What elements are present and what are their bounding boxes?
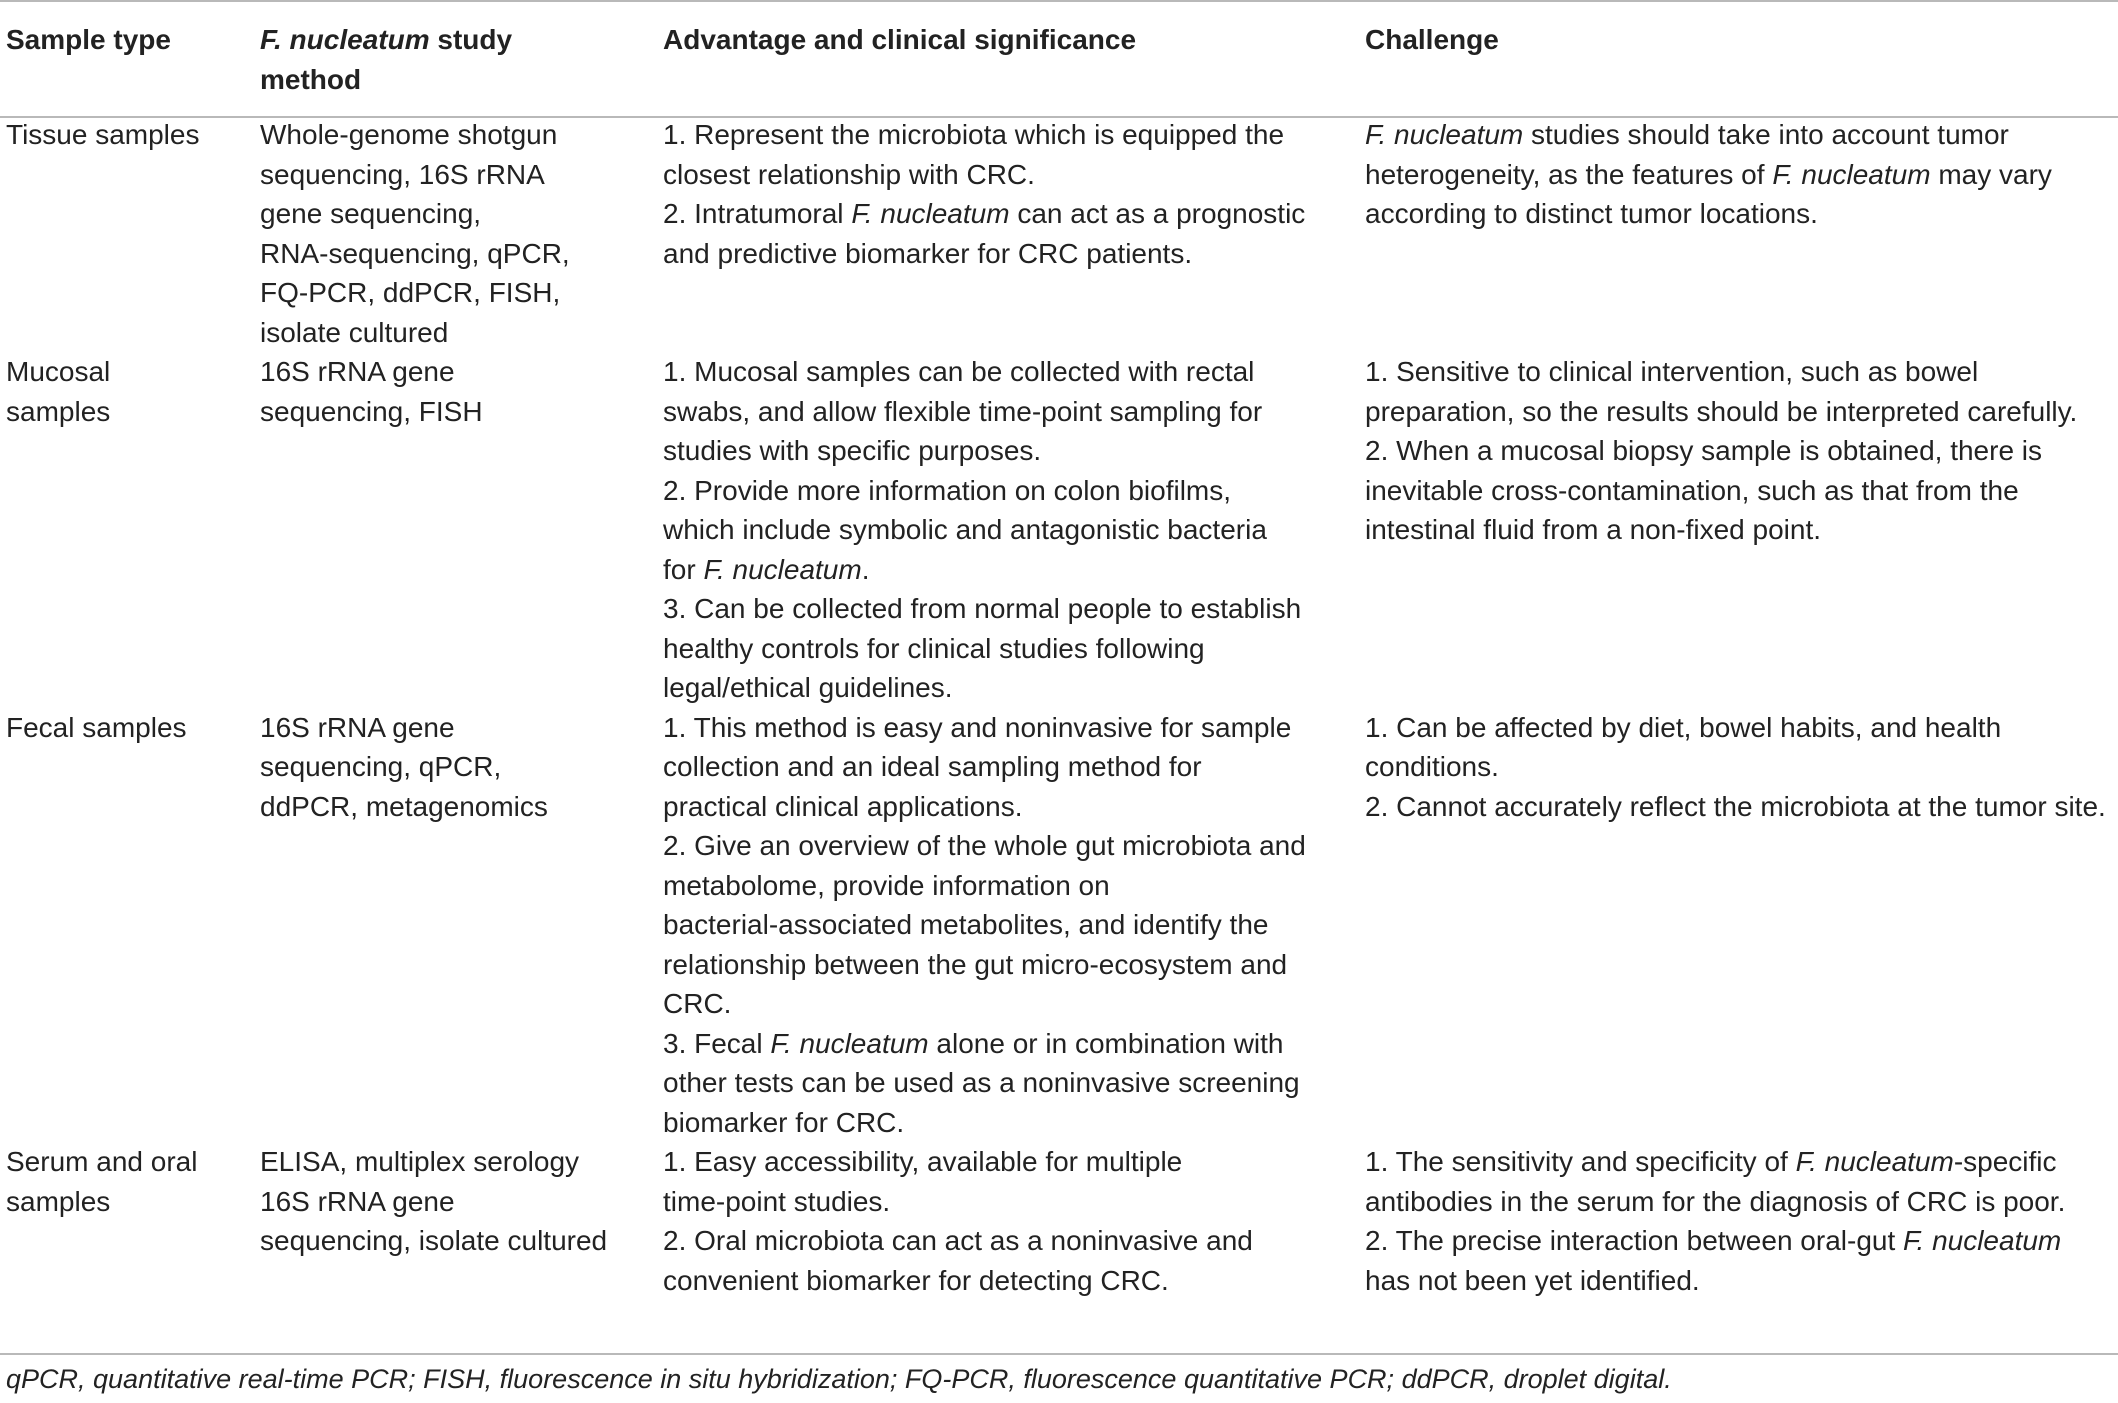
text-segment: other tests can be used as a noninvasive screening [663,1067,1300,1098]
cell-line [663,589,1365,629]
text-segment: has not been yet identified. [1365,1264,1700,1296]
cell-line [1365,1221,2118,1261]
text-segment: heterogeneity, as the features of [1365,158,1773,190]
cell-line [663,1261,1365,1301]
species-name: F. nucleatum [770,1027,929,1059]
text-segment: for [663,553,704,585]
text-segment: healthy controls for clinical studies following [663,632,1205,664]
text-segment: 3. Fecal [663,1027,771,1059]
cell-line [663,1103,1365,1143]
cell-sample-type [0,352,260,708]
cell-line [663,866,1365,906]
header-sample-type: Sample type [6,24,171,55]
text-segment: 1. Can be affected by diet, bowel habits, and health [1365,711,2002,743]
table-header-row [0,0,2118,99]
text-segment: 2. Cannot accurately reflect the microbiota at the tumor site. [1365,790,2106,822]
cell-advantage [663,99,1365,352]
cell-line [663,471,1365,511]
text-segment: practical clinical applications. [663,790,1023,822]
text-segment: according to distinct tumor locations. [1365,198,1818,229]
text-segment: 2. The precise interaction between oral-gut [1365,1225,1904,1256]
text-segment: bacterial-associated metabolites, and identify the [663,909,1269,940]
text-segment: relationship between the gut micro-ecosystem and [663,948,1288,980]
text-segment: 2. Intratumoral [663,198,852,229]
text-segment: can act as a prognostic [1009,198,1306,229]
cell-line [663,945,1365,985]
cell-line [663,1221,1365,1261]
cell-sample-type [0,708,260,1143]
cell-line [1365,155,2118,195]
text-segment: 1. The sensitivity and specificity of [1365,1146,1796,1177]
cell-line: 16S rRNA gene [260,1185,455,1217]
text-segment: preparation, so the results should be interpreted carefully. [1365,395,2078,427]
text-segment: which include symbolic and antagonistic bacteria [663,514,1267,545]
species-name: F. nucleatum [1772,158,1931,190]
text-segment: CRC. [663,988,732,1019]
text-segment: 2. Oral microbiota can act as a noninvasive and [663,1225,1253,1256]
cell-line: ddPCR, metagenomics [260,790,548,822]
cell-line: samples [6,395,111,427]
cell-advantage [663,352,1365,708]
header-method-line2: method [260,63,362,95]
text-segment: alone or in combination with [928,1027,1284,1059]
cell-line: sequencing, isolate cultured [260,1225,608,1256]
cell-advantage [663,708,1365,1143]
cell-line: isolate cultured [260,316,449,348]
header-method-species: F. nucleatum [260,24,430,55]
text-segment: 1. Easy accessibility, available for multiple [663,1146,1183,1177]
text-segment: and predictive biomarker for CRC patients. [663,237,1193,269]
cell-line [1365,708,2118,748]
cell-challenge [1365,99,2118,352]
cell-line [663,708,1365,748]
cell-line: FQ-PCR, ddPCR, FISH, [260,277,561,308]
cell-line [663,1024,1365,1064]
table-row [0,1142,2118,1308]
cell-line [663,234,1365,274]
cell-line [1365,115,2118,155]
text-segment: 1. Sensitive to clinical intervention, such as bowel [1365,356,1979,387]
text-segment: intestinal fluid from a non-fixed point. [1365,514,1822,545]
cell-line [1365,747,2118,787]
cell-challenge [1365,352,2118,708]
cell-line: 16S rRNA gene [260,356,455,387]
header-challenge: Challenge [1365,24,1499,55]
cell-line [663,115,1365,155]
cell-line [663,826,1365,866]
table-row [0,352,2118,708]
cell-line: Serum and oral [6,1146,198,1177]
cell-line [1365,1142,2118,1182]
cell-line [1365,510,2118,550]
text-segment: conditions. [1365,751,1499,782]
cell-line [1365,1182,2118,1222]
text-segment: 2. Give an overview of the whole gut microbiota and [663,830,1306,861]
cell-line [663,510,1365,550]
cell-line [663,984,1365,1024]
text-segment: -specific [1953,1146,2057,1177]
bottom-rule [0,1353,2118,1355]
text-segment: 1. Mucosal samples can be collected with rectal [663,356,1255,387]
text-segment: 1. This method is easy and noninvasive for sample [663,711,1292,743]
cell-line [1365,194,2118,234]
table-footnote: qPCR, quantitative real-time PCR; FISH, fluorescence in situ hybridization; FQ-PCR, fluorescence quantitative PCR; ddPCR, droplet digital. [6,1364,1672,1394]
text-segment: 3. Can be collected from normal people to establish [663,593,1302,624]
cell-line: Mucosal [6,356,111,387]
species-name: F. nucleatum [851,198,1010,229]
cell-sample-type [0,1142,260,1308]
text-segment: closest relationship with CRC. [663,158,1035,190]
cell-line: Tissue samples [6,119,200,150]
text-segment: 2. Provide more information on colon biofilms, [663,474,1232,506]
cell-line: Fecal samples [6,711,187,743]
cell-line [663,352,1365,392]
text-segment: convenient biomarker for detecting CRC. [663,1264,1169,1296]
cell-challenge [1365,708,2118,1143]
species-name: F. nucleatum [1365,119,1524,150]
cell-line [663,1142,1365,1182]
cell-line [663,629,1365,669]
cell-study-method [260,99,663,352]
text-segment: 1. Represent the microbiota which is equipped the [663,119,1285,150]
cell-advantage [663,1142,1365,1308]
cell-line [663,194,1365,234]
cell-line [663,1063,1365,1103]
cell-line [1365,352,2118,392]
text-segment: inevitable cross-contamination, such as that from the [1365,474,2019,506]
text-segment: 2. When a mucosal biopsy sample is obtained, there is [1365,435,2043,466]
cell-line [1365,392,2118,432]
cell-line: Whole-genome shotgun [260,119,558,150]
text-segment: . [861,553,870,585]
table-row [0,99,2118,352]
cell-line [663,550,1365,590]
cell-line: gene sequencing, [260,198,482,229]
species-name: F. nucleatum [1903,1225,2062,1256]
cell-line [1365,431,2118,471]
table-body [0,99,2118,1308]
cell-sample-type [0,99,260,352]
cell-line [663,155,1365,195]
text-segment: metabolome, provide information on [663,869,1110,901]
text-segment: antibodies in the serum for the diagnosis of CRC is poor. [1365,1185,2066,1217]
cell-line [663,431,1365,471]
cell-line: ELISA, multiplex serology [260,1146,580,1177]
cell-line [1365,787,2118,827]
cell-line: 16S rRNA gene [260,711,455,743]
text-segment: biomarker for CRC. [663,1106,905,1138]
cell-challenge [1365,1142,2118,1308]
species-name: F. nucleatum [1795,1146,1954,1177]
header-study-method [260,0,663,99]
cell-line: RNA-sequencing, qPCR, [260,237,570,269]
cell-line: sequencing, FISH [260,395,483,427]
text-segment: legal/ethical guidelines. [663,672,953,703]
text-segment: swabs, and allow flexible time-point sampling for [663,395,1263,427]
text-segment: time-point studies. [663,1185,891,1217]
cell-study-method [260,708,663,1143]
cell-study-method [260,1142,663,1308]
table-row [0,708,2118,1143]
cell-line: sequencing, qPCR, [260,751,502,782]
text-segment: studies with specific purposes. [663,435,1042,466]
cell-line [1365,471,2118,511]
cell-line [663,392,1365,432]
cell-line [1365,1261,2118,1301]
cell-line [663,905,1365,945]
cell-line [663,787,1365,827]
text-segment: studies should take into account tumor [1523,119,2009,150]
species-name: F. nucleatum [703,553,862,585]
header-advantage: Advantage and clinical significance [663,24,1137,55]
text-segment: may vary [1930,158,2052,190]
header-method-study: study [429,24,513,55]
cell-line [663,668,1365,708]
text-segment: collection and an ideal sampling method for [663,751,1202,782]
cell-line: samples [6,1185,111,1217]
cell-line [663,747,1365,787]
cell-line [663,1182,1365,1222]
cell-line: sequencing, 16S rRNA [260,158,545,190]
cell-study-method [260,352,663,708]
